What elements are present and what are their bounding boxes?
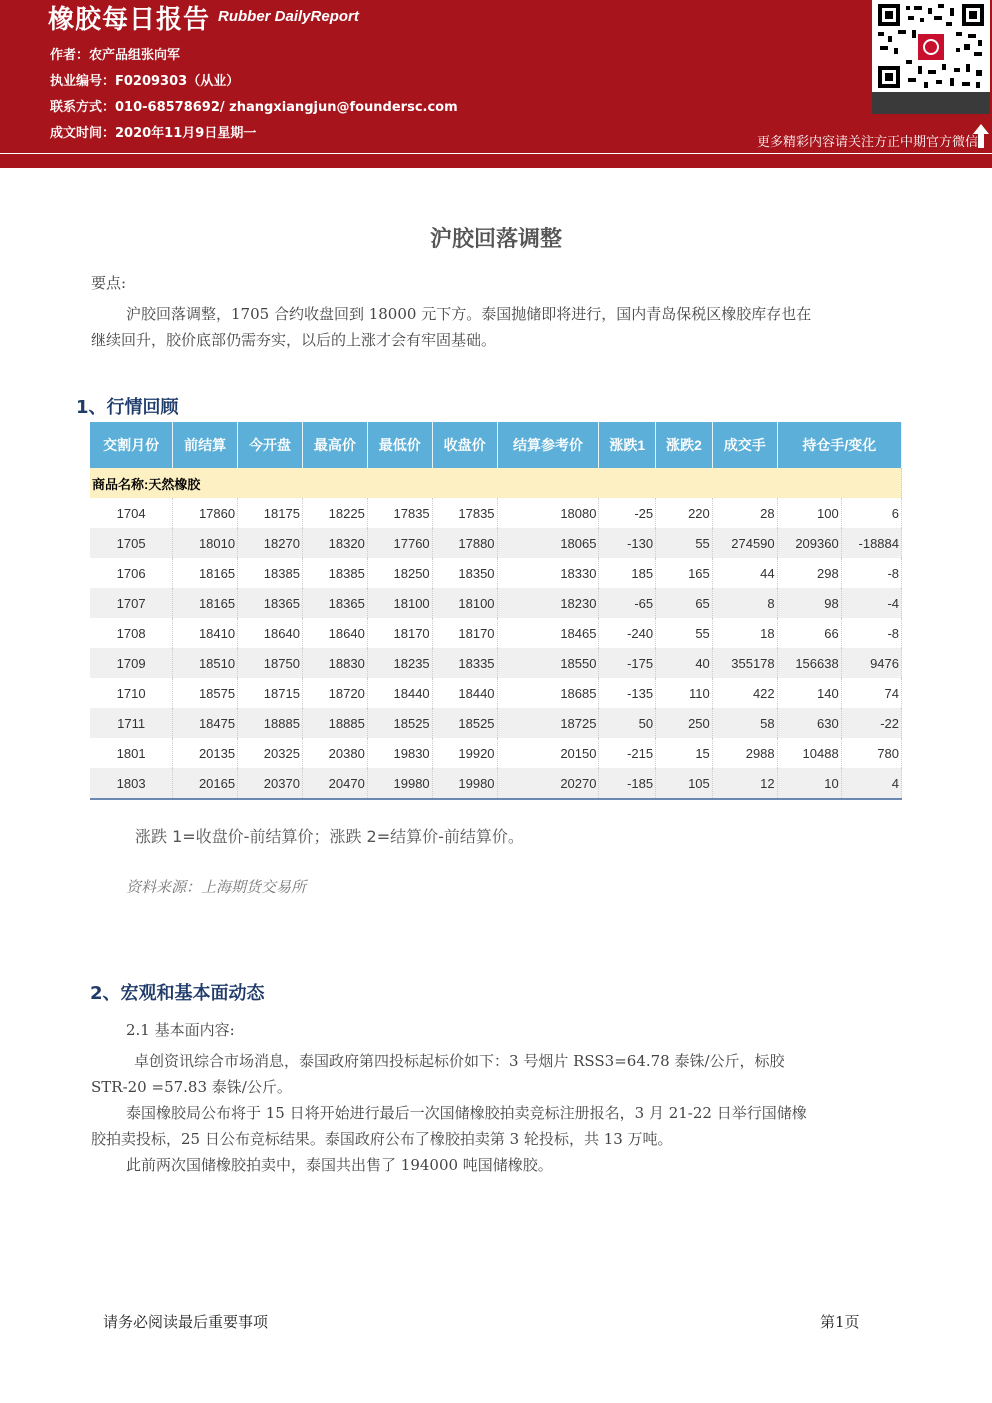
table-cell: 18550: [497, 648, 599, 678]
table-cell: 18065: [497, 528, 599, 558]
table-cell: 98: [777, 588, 841, 618]
table-cell: 17760: [367, 528, 432, 558]
table-cell: 18885: [238, 708, 303, 738]
table-cell: 17835: [367, 498, 432, 528]
page-title: 沪胶回落调整: [429, 227, 562, 252]
table-cell: 20325: [238, 738, 303, 768]
table-cell: 44: [712, 558, 777, 588]
table-cell: 20370: [238, 768, 303, 799]
table-cell: 50: [599, 708, 656, 738]
section-2-subheading: 2.1 基本面内容:: [126, 1021, 235, 1039]
table-cell: 355178: [712, 648, 777, 678]
table-cell: -130: [599, 528, 656, 558]
table-cell: -22: [841, 708, 901, 738]
table-cell: 18385: [238, 558, 303, 588]
date-line: 成文时间：2020年11月9日星期一: [50, 126, 257, 141]
table-cell: 18080: [497, 498, 599, 528]
table-cell: 1704: [90, 498, 173, 528]
table-cell: -4: [841, 588, 901, 618]
table-cell: 18440: [367, 678, 432, 708]
table-cell: 18715: [238, 678, 303, 708]
table-cell: 20470: [302, 768, 367, 799]
table-cell: 18100: [432, 588, 497, 618]
table-cell: 780: [841, 738, 901, 768]
table-header-cell: 今开盘: [238, 422, 303, 468]
paragraph-3: 此前两次国储橡胶拍卖中，泰国共出售了 194000 吨国储橡胶。: [126, 1156, 553, 1174]
table-cell: 18365: [302, 588, 367, 618]
table-cell: -135: [599, 678, 656, 708]
table-cell: 18475: [173, 708, 238, 738]
table-cell: 18165: [173, 588, 238, 618]
table-cell: 18685: [497, 678, 599, 708]
table-cell: 165: [656, 558, 713, 588]
table-cell: -185: [599, 768, 656, 799]
table-cell: 18: [712, 618, 777, 648]
paragraph-1-line-2: STR-20 =57.83 泰铢/公斤。: [91, 1078, 292, 1096]
table-row: [90, 768, 902, 799]
table-cell: 1705: [90, 528, 173, 558]
table-cell: 9476: [841, 648, 901, 678]
table-cell: 1709: [90, 648, 173, 678]
table-cell: 18170: [367, 618, 432, 648]
table-header-cell: 涨跌1: [599, 422, 656, 468]
paragraph-2-line-2: 胶拍卖投标，25 日公布竞标结果。泰国政府公布了橡胶拍卖第 3 轮投标，共 13 万吨。: [91, 1130, 673, 1148]
table-header-cell: 结算参考价: [497, 422, 599, 468]
table-row: [90, 588, 902, 618]
table-cell: 18640: [238, 618, 303, 648]
table-cell: 18350: [432, 558, 497, 588]
table-cell: -18884: [841, 528, 901, 558]
table-header-cell: 交割月份: [90, 422, 173, 468]
table-row: [90, 558, 902, 588]
table-header-cell: 持仓手/变化: [777, 422, 901, 468]
paragraph-2-line-1: 泰国橡胶局公布将于 15 日将开始进行最后一次国储橡胶拍卖竞标注册报名，3 月 21-22 日举行国储橡: [126, 1104, 807, 1122]
table-cell: 18365: [238, 588, 303, 618]
table-cell: 18720: [302, 678, 367, 708]
table-cell: 18830: [302, 648, 367, 678]
table-header-cell: 前结算: [173, 422, 238, 468]
table-row: [90, 528, 902, 558]
table-cell: 18170: [432, 618, 497, 648]
table-cell: 18335: [432, 648, 497, 678]
qr-caption-bar: [872, 92, 990, 114]
table-cell: 220: [656, 498, 713, 528]
table-cell: 298: [777, 558, 841, 588]
summary-line-2: 继续回升，胶价底部仍需夯实，以后的上涨才会有牢固基础。: [91, 331, 497, 349]
table-cell: 4: [841, 768, 901, 799]
table-cell: 18750: [238, 648, 303, 678]
table-cell: 274590: [712, 528, 777, 558]
table-cell: 1707: [90, 588, 173, 618]
table-cell: 2988: [712, 738, 777, 768]
table-cell: 18525: [367, 708, 432, 738]
table-cell: 19830: [367, 738, 432, 768]
table-cell: 17860: [173, 498, 238, 528]
table-cell: 18465: [497, 618, 599, 648]
table-cell: 6: [841, 498, 901, 528]
table-cell: -175: [599, 648, 656, 678]
table-cell: 17835: [432, 498, 497, 528]
table-cell: 19980: [432, 768, 497, 799]
header-divider: [0, 150, 992, 168]
table-cell: 10488: [777, 738, 841, 768]
table-cell: 18440: [432, 678, 497, 708]
table-cell: 1706: [90, 558, 173, 588]
table-cell: -25: [599, 498, 656, 528]
section-1-heading: 1、行情回顾: [76, 397, 179, 418]
paragraph-1-line-1: 卓创资讯综合市场消息，泰国政府第四投标起标价如下：3 号烟片 RSS3=64.78 泰铢/公斤，标胶: [134, 1052, 785, 1070]
table-note: 涨跌 1=收盘价-前结算价；涨跌 2=结算价-前结算价。: [135, 827, 524, 846]
table-header-cell: 最低价: [367, 422, 432, 468]
category-cell: 商品名称:天然橡胶: [90, 468, 902, 498]
table-cell: 28: [712, 498, 777, 528]
table-row: [90, 678, 902, 708]
table-cell: 20380: [302, 738, 367, 768]
table-cell: 20165: [173, 768, 238, 799]
table-cell: 18320: [302, 528, 367, 558]
report-title: 橡胶每日报告: [48, 5, 211, 35]
wechat-note: 更多精彩内容请关注方正中期官方微信: [756, 135, 978, 150]
table-cell: 20270: [497, 768, 599, 799]
table-cell: 18575: [173, 678, 238, 708]
table-row: [90, 648, 902, 678]
table-cell: 18100: [367, 588, 432, 618]
contact-line: 联系方式：010-68578692/ zhangxiangjun@foundersc.com: [50, 100, 458, 115]
footer-notice: 请务必阅读最后重要事项: [103, 1313, 269, 1331]
table-cell: 40: [656, 648, 713, 678]
table-row: [90, 498, 902, 528]
data-source: 资料来源：上海期货交易所: [126, 878, 307, 896]
table-cell: 250: [656, 708, 713, 738]
table-cell: 19920: [432, 738, 497, 768]
table-cell: 18225: [302, 498, 367, 528]
table-cell: 17880: [432, 528, 497, 558]
table-cell: 18230: [497, 588, 599, 618]
table-cell: 156638: [777, 648, 841, 678]
table-cell: 18010: [173, 528, 238, 558]
table-cell: 18510: [173, 648, 238, 678]
table-cell: 630: [777, 708, 841, 738]
table-cell: 110: [656, 678, 713, 708]
table-cell: 1708: [90, 618, 173, 648]
table-header-cell: 涨跌2: [656, 422, 713, 468]
report-header-banner: [0, 0, 992, 150]
table-row: [90, 708, 902, 738]
summary-label: 要点:: [91, 274, 127, 292]
table-cell: 1801: [90, 738, 173, 768]
table-cell: 18250: [367, 558, 432, 588]
table-cell: 100: [777, 498, 841, 528]
table-cell: -215: [599, 738, 656, 768]
table-cell: 65: [656, 588, 713, 618]
table-cell: 10: [777, 768, 841, 799]
table-cell: 15: [656, 738, 713, 768]
table-cell: 18175: [238, 498, 303, 528]
table-cell: -8: [841, 618, 901, 648]
author-line: 作者：农产品组张向军: [50, 48, 181, 63]
table-cell: 66: [777, 618, 841, 648]
category-row: [90, 468, 902, 498]
table-cell: 422: [712, 678, 777, 708]
table-row: [90, 738, 902, 768]
table-cell: 18410: [173, 618, 238, 648]
arrow-up-icon: [972, 122, 990, 150]
table-cell: 1803: [90, 768, 173, 799]
table-row: [90, 618, 902, 648]
table-cell: 12: [712, 768, 777, 799]
table-cell: 55: [656, 528, 713, 558]
table-cell: 8: [712, 588, 777, 618]
table-cell: -240: [599, 618, 656, 648]
table-cell: 74: [841, 678, 901, 708]
table-cell: 1710: [90, 678, 173, 708]
table-header-cell: 成交手: [712, 422, 777, 468]
table-cell: 18235: [367, 648, 432, 678]
table-cell: 18885: [302, 708, 367, 738]
table-cell: 18725: [497, 708, 599, 738]
market-data-table: [90, 422, 902, 800]
table-cell: 209360: [777, 528, 841, 558]
report-subtitle: Rubber DailyReport: [218, 8, 359, 25]
table-cell: 19980: [367, 768, 432, 799]
table-cell: 18385: [302, 558, 367, 588]
table-header-cell: 最高价: [302, 422, 367, 468]
page-number: 第1页: [820, 1313, 860, 1331]
table-header-cell: 收盘价: [432, 422, 497, 468]
section-2-heading: 2、宏观和基本面动态: [90, 983, 265, 1004]
table-cell: 58: [712, 708, 777, 738]
table-cell: 105: [656, 768, 713, 799]
table-cell: -65: [599, 588, 656, 618]
summary-line-1: 沪胶回落调整，1705 合约收盘回到 18000 元下方。泰国抛储即将进行，国内青岛保税区橡胶库存也在: [126, 305, 812, 323]
table-cell: 20150: [497, 738, 599, 768]
table-cell: 1711: [90, 708, 173, 738]
table-cell: 140: [777, 678, 841, 708]
qr-code-icon: [872, 0, 990, 92]
table-header-row: [90, 422, 902, 468]
table-cell: 18270: [238, 528, 303, 558]
table-cell: 18330: [497, 558, 599, 588]
table-cell: 55: [656, 618, 713, 648]
table-cell: 18525: [432, 708, 497, 738]
license-line: 执业编号：F0209303（从业）: [50, 74, 240, 89]
table-cell: 185: [599, 558, 656, 588]
table-cell: 20135: [173, 738, 238, 768]
table-cell: 18165: [173, 558, 238, 588]
table-cell: 18640: [302, 618, 367, 648]
table-cell: -8: [841, 558, 901, 588]
